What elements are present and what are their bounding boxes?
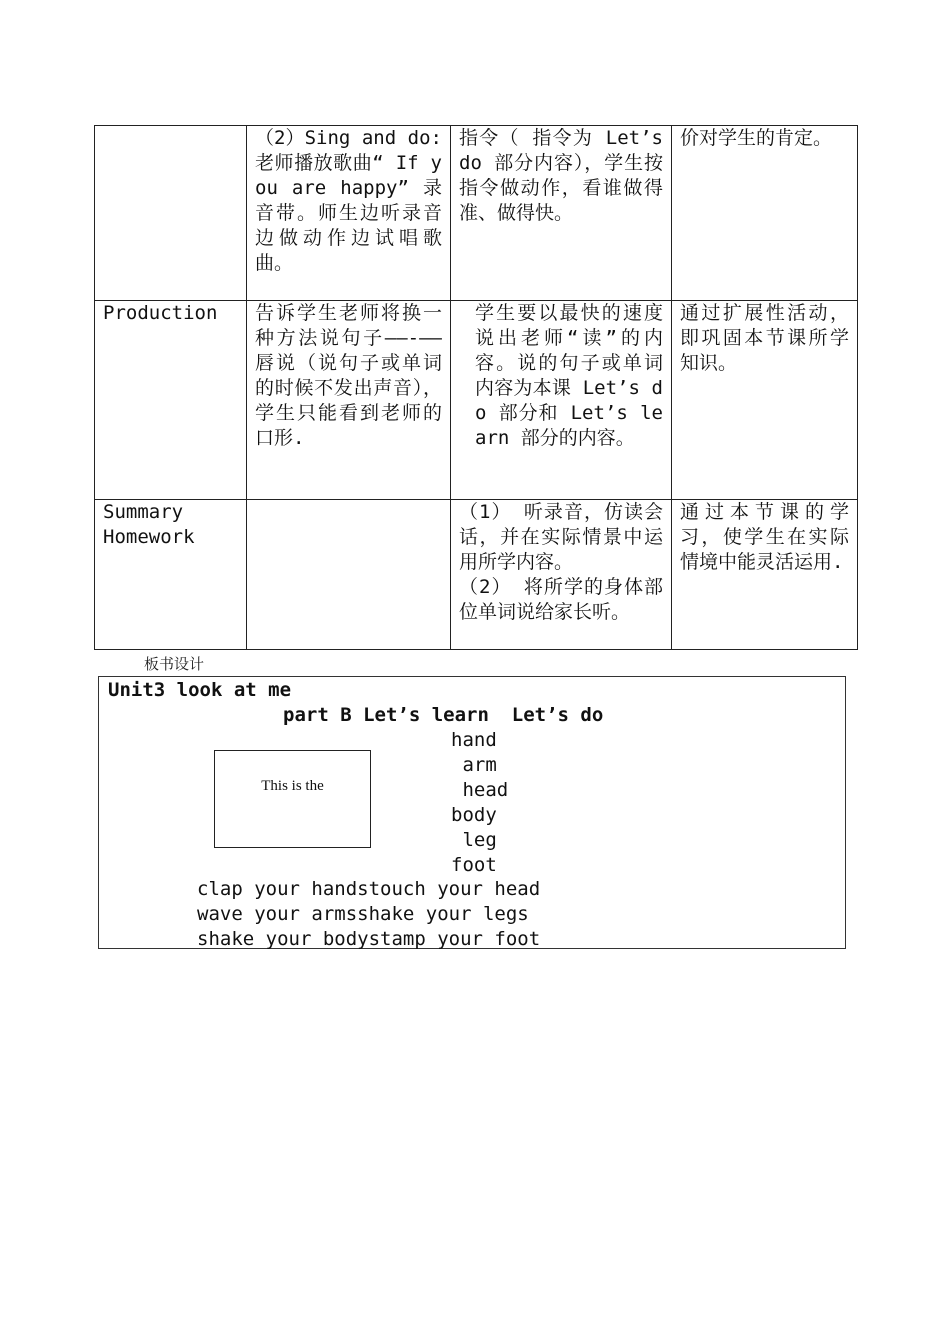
list-item: head: [451, 779, 509, 801]
list-item: arm: [451, 754, 497, 776]
board-subtitle: part B Let’s learn Let’s do: [283, 704, 604, 726]
teacher-activity-text: 告诉学生老师将换一种方法说句子——-——唇说（说句子或单词的时候不发出声音），学生只能看到老师的口形.: [255, 302, 442, 449]
purpose-text: 通过扩展性活动，即巩固本节课所学知识。: [680, 302, 849, 374]
student-activity-text: 学生要以最快的速度说出老师“读”的内容。说的句子或单词内容为本课 Let’s do 部分和 Let’s learn 部分的内容。: [475, 302, 663, 449]
teacher-activity-cell: [247, 500, 451, 650]
student-activity-text: 指令（ 指令为 Let’s do 部分内容），学生按指令做动作，看谁做得准、做得快。: [459, 127, 663, 224]
purpose-cell: [672, 500, 858, 650]
picture-caption: This is the: [261, 778, 324, 794]
board-title: Unit3 look at me: [108, 679, 292, 701]
student-activity-text: （2） 将所学的身体部位单词说给家长听。: [459, 576, 663, 623]
purpose-cell: [672, 301, 858, 500]
word-list: [451, 728, 508, 878]
list-item: foot: [451, 854, 497, 876]
teacher-activity-cell: [247, 126, 451, 301]
teacher-activity-cell: [247, 301, 451, 500]
stage-cell: Summary Homework: [95, 500, 247, 650]
list-item: shake your bodystamp your foot: [197, 928, 541, 950]
list-item: leg: [451, 829, 497, 851]
stage-cell: Production: [95, 301, 247, 500]
board-design-box: [98, 676, 846, 949]
student-activity-cell: [451, 301, 672, 500]
lesson-plan-table: [94, 125, 858, 650]
purpose-text: 通过本节课的学习，使学生在实际情境中能灵活运用.: [680, 501, 849, 573]
board-design-label: 板书设计: [144, 655, 205, 673]
student-activity-text: （1） 听录音，仿读会话，并在实际情景中运用所学内容。: [459, 501, 663, 573]
table-row: [95, 301, 858, 500]
phrase-list: [197, 877, 540, 952]
purpose-text: 价对学生的肯定。: [680, 127, 833, 149]
stage-cell: [95, 126, 247, 301]
list-item: hand: [451, 729, 497, 751]
table-row: [95, 500, 858, 650]
student-activity-cell: [451, 500, 672, 650]
teacher-activity-text: （2）Sing and do: 老师播放歌曲“ If you are happy” 录音带。师生边听录音边做动作边试唱歌曲。: [255, 127, 442, 274]
purpose-cell: [672, 126, 858, 301]
table-row: [95, 126, 858, 301]
list-item: clap your handstouch your head: [197, 878, 541, 900]
list-item: wave your armsshake your legs: [197, 903, 529, 925]
picture-frame: [214, 750, 371, 848]
list-item: body: [451, 804, 497, 826]
student-activity-cell: [451, 126, 672, 301]
